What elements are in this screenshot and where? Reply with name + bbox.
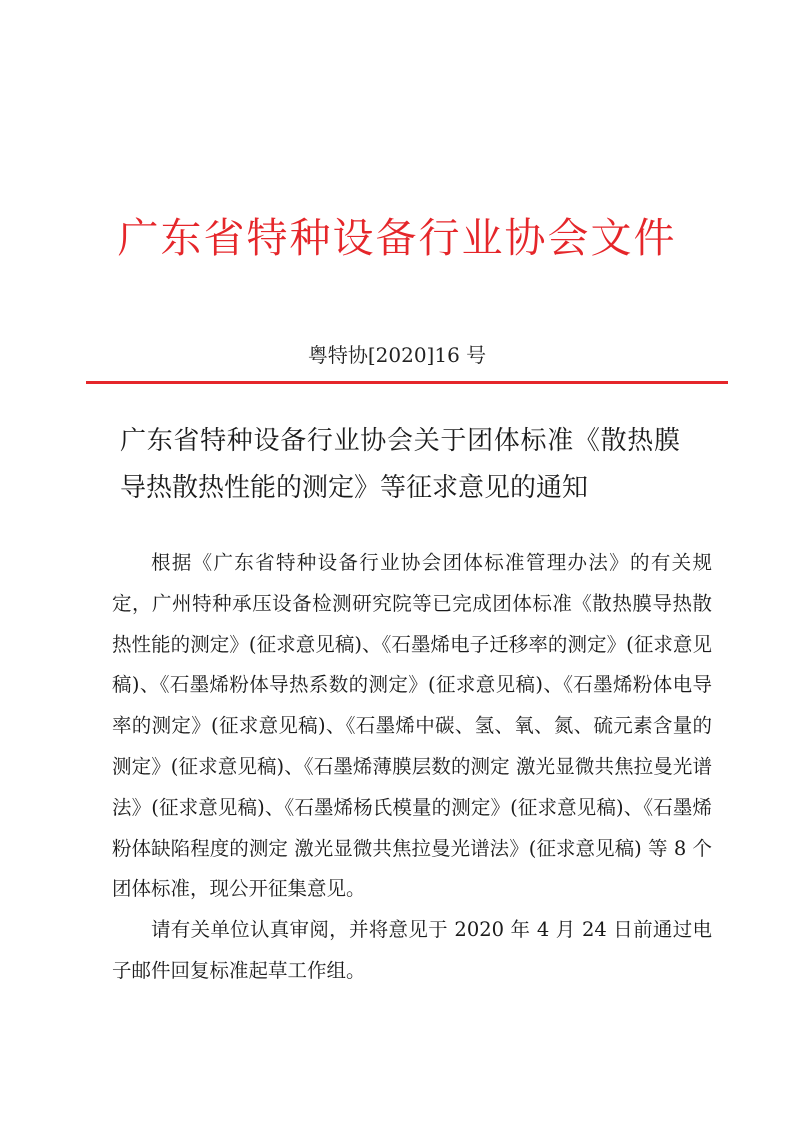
issuer-header-title: 广东省特种设备行业协会文件 (117, 214, 677, 262)
body-paragraph: 根据《广东省特种设备行业协会团体标准管理办法》的有关规定，广州特种承压设备检测研究院等已完成团体标准《散热膜导热散热性能的测定》(征求意见稿)、《石墨烯电子迁移率的测定》(征求意见稿)、《石墨烯粉体导热系数的测定》(征求意见稿)、《石墨烯粉体电导率的测定》(征求意见稿)、《石墨烯中碳、氢、氧、氮、硫元素含量的测定》(征求意见稿)、《石墨烯薄膜层数的测定 激光显微共焦拉曼光谱法》(征求意见稿)、《石墨烯杨氏模量的测定》(征求意见稿)、《石墨烯粉体缺陷程度的测定 激光显微共焦拉曼光谱法》(征求意见稿) 等 8 个团体标准，现公开征集意见。 (112, 551, 712, 901)
notice-body (112, 543, 712, 992)
body-paragraph: 请有关单位认真审阅，并将意见于 2020 年 4 月 24 日前通过电子邮件回复标准起草工作组。 (112, 918, 712, 982)
red-divider-line (86, 381, 728, 384)
notice-title: 广东省特种设备行业协会关于团体标准《散热膜导热散热性能的测定》等征求意见的通知 (120, 426, 680, 503)
document-number: 粤特协[2020]16 号 (307, 343, 487, 367)
